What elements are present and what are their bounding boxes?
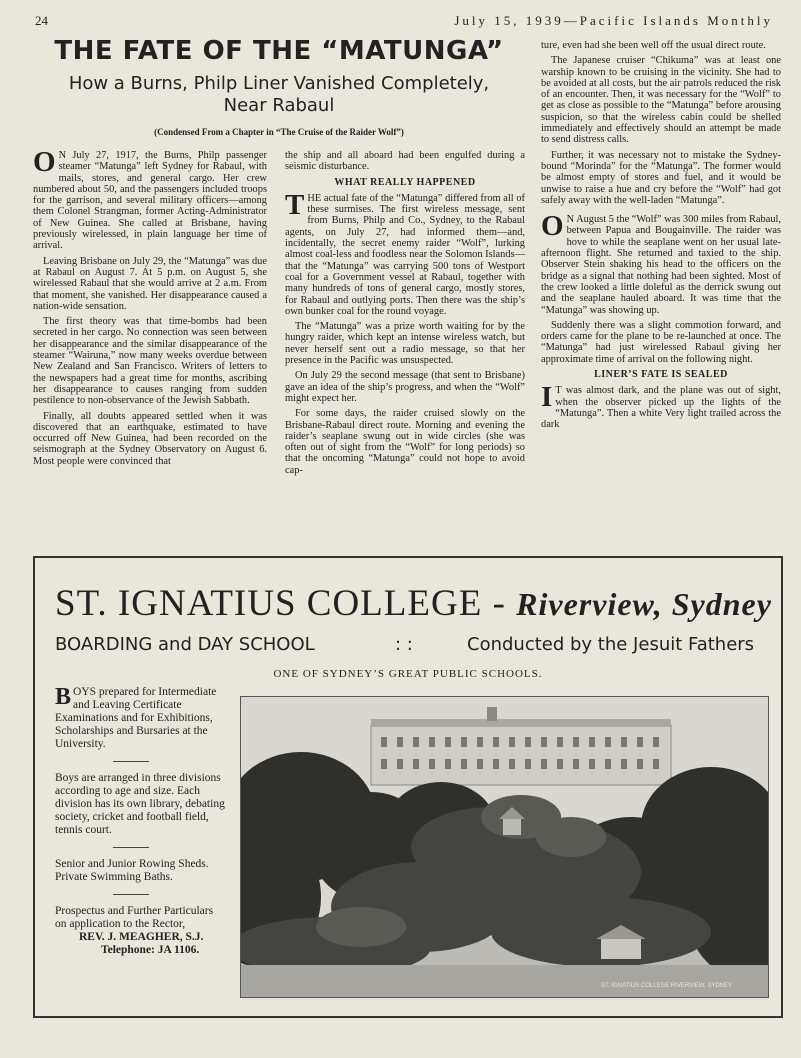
- ad-sidebar-text: [55, 686, 227, 957]
- ad-paragraph: Boys are arranged in three divisions according to age and size. Each division has its own library, debating society, cricket and football field, tennis court.: [55, 772, 225, 836]
- college-photo-illustration: [241, 697, 768, 997]
- paragraph: The first theory was that time-bombs had been secreted in her cargo. No connection was seen between her disappearance and the similar disappearance of the steamer “Wairuna,” now many weeks overdue between New Zealand and San Francisco. Writers of letters to the newspapers had a great time for months, ascribing her disappearance to causes ranging from sudden pestilence to non-observance of the Jewish Sabbath.: [33, 316, 267, 407]
- ad-paragraph: BOYS prepared for Intermediate and Leaving Certificate Examinations and for Exhibitions, Scholarships and Bursaries at the University.: [55, 684, 217, 750]
- divider: [113, 847, 149, 848]
- ad-paragraph: Senior and Junior Rowing Sheds. Private Swimming Baths.: [55, 858, 209, 883]
- school-advertisement: [33, 556, 783, 1018]
- article-title: THE FATE OF THE “MATUNGA”: [54, 36, 504, 66]
- article-column-2: [285, 150, 525, 480]
- paragraph: Leaving Brisbane on July 29, the “Matunga” was due at Rabaul on August 7. At 5 p.m. on August 5, she wirelessed Rabaul that she would arrive at 2 a.m. From that moment, she vanished. Her disappearance caused a nation-wide sensation.: [33, 255, 267, 312]
- paragraph: ON July 27, 1917, the Burns, Philp passenger steamer “Matunga” left Sydney for Rabaul, with mails, stores, and general cargo. Her crew numbered about 50, and the passengers included troops for the garrison, and several military officers—among them Colonel Strangman, former Acting-Administrator of New Guinea. She called at Brisbane, having previously wirelessed, in plain language her time of arrival.: [33, 146, 267, 252]
- ad-paragraph: Prospectus and Further Particulars on application to the Rector,: [55, 905, 214, 930]
- divider: [113, 761, 149, 762]
- running-header: [35, 13, 773, 33]
- ad-title-place: Riverview, Sydney: [516, 586, 772, 622]
- ad-title: [55, 582, 772, 625]
- section-heading: LINER’S FATE IS SEALED: [594, 369, 728, 381]
- paragraph: Further, it was necessary not to mistake the Sydney-bound “Morinda” for the “Matunga”. The former would be almost empty of stores and fuel, and it would be unwise to raise a hue and cry before the “Wolf” had got safely away with the well-laden “Matunga”.: [541, 149, 781, 206]
- paragraph: On July 29 the second message (that sent to Brisbane) gave an idea of the ship’s progress, and when the “Wolf” might expect her.: [285, 370, 525, 404]
- ad-conducted-by: Conducted by the Jesuit Fathers: [467, 634, 755, 655]
- article-credit: (Condensed From a Chapter in “The Cruise of the Raider Wolf”): [154, 127, 404, 137]
- subtitle-line-2: Near Rabaul: [223, 95, 335, 116]
- page-number: 24: [35, 13, 48, 28]
- paragraph: ture, even had she been well off the usual direct route.: [541, 40, 766, 51]
- paragraph: The Japanese cruiser “Chikuma” was at least one warship known to be cruising in the vicinity. She had to be avoided at all costs, but the air patrols reduced the risk of an encounter. Then, it was necessary for the “Wolf” to get as close as possible to the “Matunga” before arousing suspicion, so that the wireless cabin could be shelled immediately and effectively should an attempt be made to send distress calls.: [541, 55, 781, 146]
- paragraph: ON August 5 the “Wolf” was 300 miles from Rabaul, between Papua and Bougainville. The raider was hove to while the seaplane went on her usual late-afternoon flight. She returned and taxied to the ship. Observer Stein shaking his head to the officers on the bridge as a signal that nothing had been sighted. Most of the crew looked a little doleful as the derrick swung out and the seaplane hauled aboard. It was time that the “Matunga” was showing up.: [541, 210, 782, 316]
- ad-title-dash: -: [482, 583, 517, 624]
- paragraph: Suddenly there was a slight commotion forward, and orders came for the plane to be re-launched at once. The “Matunga” had just wirelessed Rabaul giving her approximate time of arrival on the following night.: [541, 319, 781, 365]
- paragraph: THE actual fate of the “Matunga” differed from all of these surmises. The first wireless message, sent from Burns, Philp and Co., Sydney, to the Rabaul agents, on July 27, had informed them—and, incidentally, the secret enemy raider “Wolf”, lurking almost coal-less and foodless near the Solomon Islands—that the “Matunga” was carrying 500 tons of Westport coal for a Government vessel at Rabaul, together with many hundreds of tons of general cargo, mostly stores, for Rabaul and outlying ports. Then there was the ship’s own bunker coal for the round voyage.: [285, 188, 525, 317]
- ad-rector-name: REV. J. MEAGHER, S.J.: [79, 931, 204, 943]
- paragraph: For some days, the raider cruised slowly on the Brisbane-Rabaul direct route. Morning and evening the raider’s seaplane swung out in wide circles (she was often out of sight from the “Wolf” for long periods) so that the oncoming “Matunga” could not hope to avoid cap-: [285, 408, 525, 476]
- section-heading: WHAT REALLY HAPPENED: [334, 176, 476, 188]
- paragraph: the ship and all aboard had been engulfed during a seismic disturbance.: [285, 150, 525, 173]
- article-column-3: [541, 40, 781, 435]
- ad-title-main: ST. IGNATIUS COLLEGE: [55, 583, 483, 624]
- ad-separator: : :: [395, 634, 413, 655]
- issue-line: July 15, 1939—Pacific Islands Monthly: [454, 13, 773, 28]
- ad-subtagline: ONE OF SYDNEY’S GREAT PUBLIC SCHOOLS.: [273, 668, 543, 680]
- ad-tagline: [55, 634, 761, 655]
- photo-caption: ST. IGNATIUS COLLEGE RIVERVIEW, SYDNEY: [601, 983, 733, 989]
- divider: [113, 894, 149, 895]
- article-subtitle: [44, 73, 514, 117]
- subtitle-line-1: How a Burns, Philp Liner Vanished Completely,: [68, 73, 490, 94]
- ad-telephone: Telephone: JA 1106.: [101, 944, 200, 956]
- ad-boarding-text: BOARDING and DAY SCHOOL: [55, 634, 315, 655]
- paragraph: IT was almost dark, and the plane was out of sight, when the observer picked up the lights of the “Matunga”. Then a white Very light trailed across the dark: [541, 381, 781, 431]
- paragraph: The “Matunga” was a prize worth waiting for by the hungry raider, which kept an intense wireless watch, but never herself sent out a radio message, so that her presence in the Pacific was unsuspected.: [285, 321, 525, 367]
- article-column-1: [33, 146, 267, 471]
- paragraph: Finally, all doubts appeared settled when it was discovered that an earthquake, estimated to have occurred off New Guinea, had been recorded on the seismograph at the Sydney Observatory on August 6. Most people were convinced that: [33, 410, 267, 467]
- college-photo: [240, 696, 769, 998]
